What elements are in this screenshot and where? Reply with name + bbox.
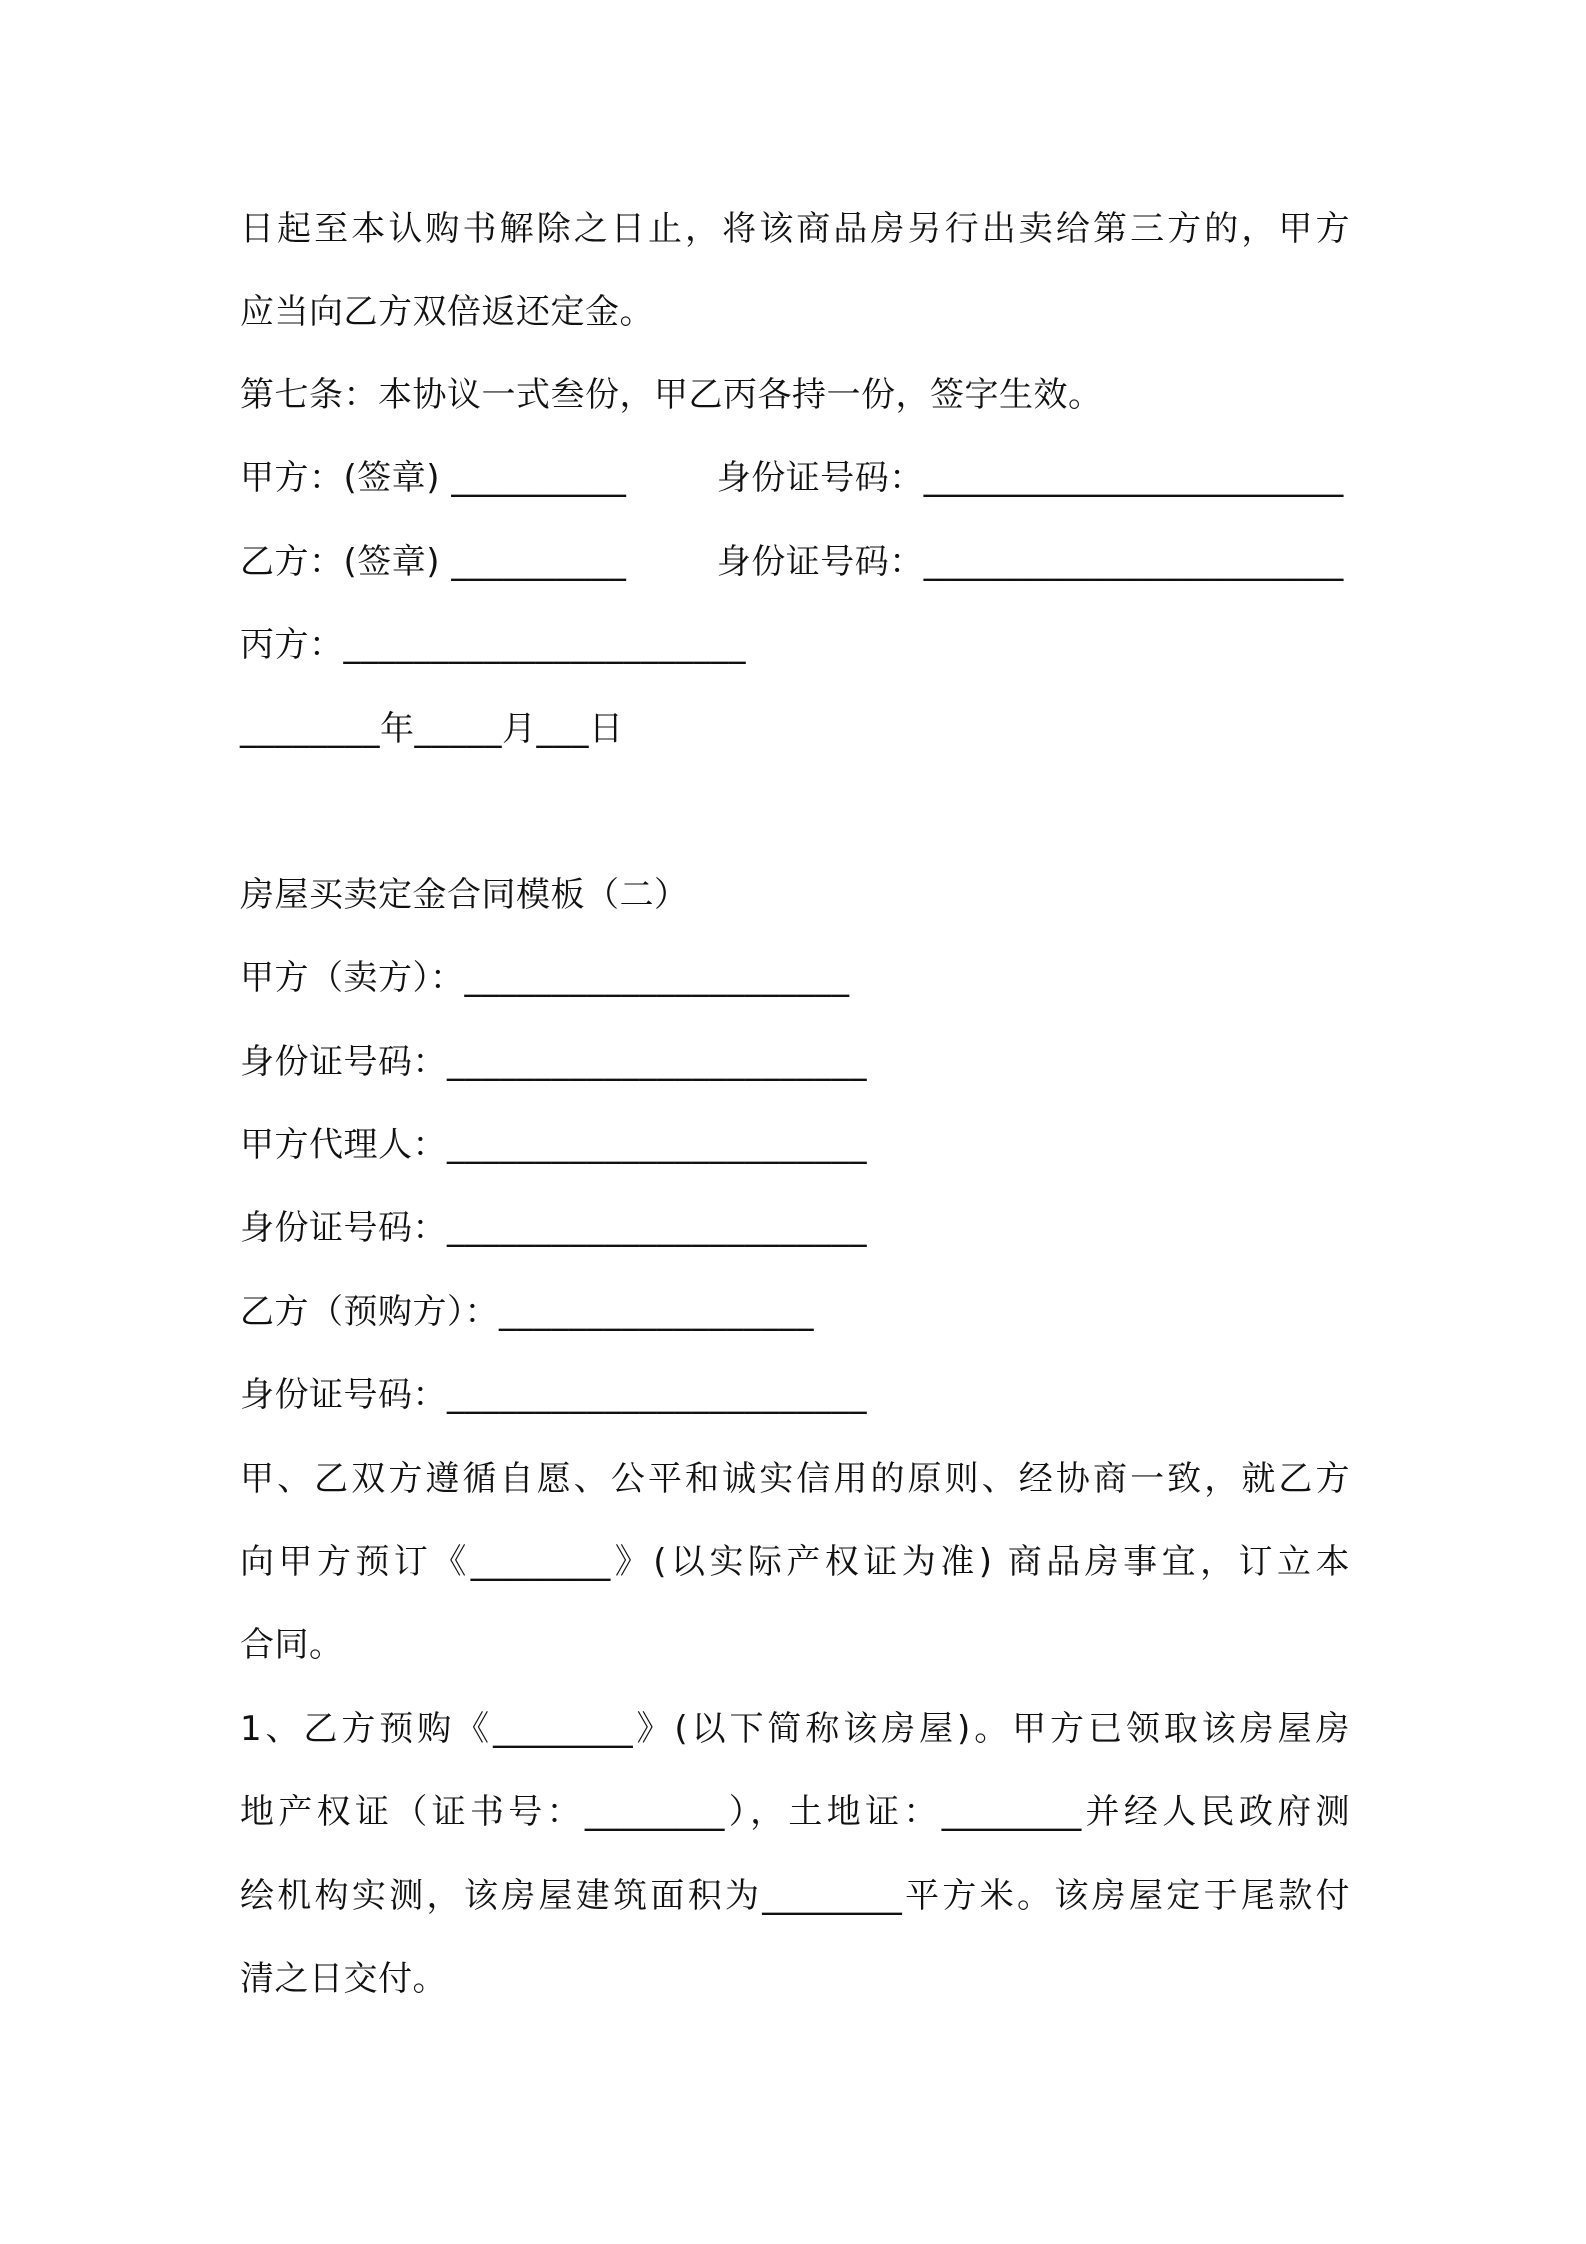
clause-one-line: 地产权证（证书号：________），土地证：________并经人民政府测 — [240, 1792, 1350, 1832]
date-line: ________年_____月___日 — [240, 709, 624, 749]
agent-id-field: 身份证号码：________________________ — [240, 1208, 867, 1248]
paragraph-line: 应当向乙方双倍返还定金。 — [240, 292, 654, 332]
clause-one-line: 清之日交付。 — [240, 1959, 447, 1999]
seller-id-field: 身份证号码：________________________ — [240, 1042, 867, 1082]
buyer-field: 乙方（预购方）：__________________ — [240, 1292, 814, 1332]
section-title: 房屋买卖定金合同模板（二） — [240, 875, 689, 915]
buyer-id-field: 身份证号码：________________________ — [240, 1375, 867, 1415]
paragraph-line: 甲、乙双方遵循自愿、公平和诚实信用的原则、经协商一致，就乙方 — [240, 1459, 1350, 1499]
paragraph-line: 合同。 — [240, 1625, 344, 1665]
party-a-signature-line: 甲方：(签章) __________ 身份证号码：________________________ — [240, 458, 1344, 498]
seller-field: 甲方（卖方）：______________________ — [240, 958, 850, 998]
party-b-signature-line: 乙方：(签章) __________ 身份证号码：________________________ — [240, 542, 1344, 582]
seller-agent-field: 甲方代理人：________________________ — [240, 1125, 867, 1165]
paragraph-line: 向甲方预订《________》(以实际产权证为准) 商品房事宜，订立本 — [240, 1542, 1350, 1582]
clause-one-line: 绘机构实测，该房屋建筑面积为________平方米。该房屋定于尾款付 — [240, 1876, 1350, 1916]
article-seven: 第七条：本协议一式叁份，甲乙丙各持一份，签字生效。 — [240, 375, 1103, 415]
paragraph-line: 日起至本认购书解除之日止，将该商品房另行出卖给第三方的，甲方 — [240, 209, 1350, 249]
party-c-signature-line: 丙方：_______________________ — [240, 625, 746, 665]
clause-one-line: 1、乙方预购《________》(以下简称该房屋)。甲方已领取该房屋房 — [240, 1709, 1350, 1749]
